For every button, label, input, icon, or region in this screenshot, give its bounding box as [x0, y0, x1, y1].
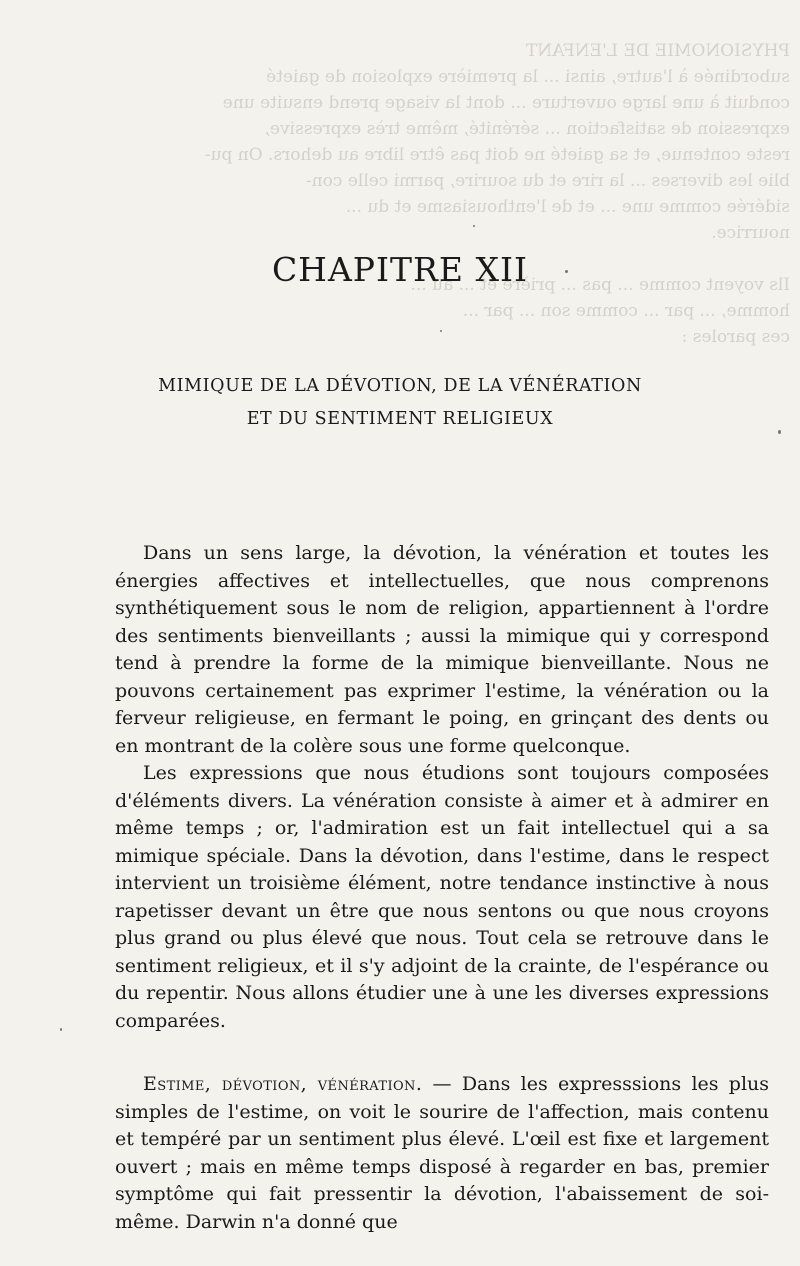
section-title-line-2: ET DU SENTIMENT RELIGIEUX [246, 409, 554, 429]
paragraph-3-heading: Estime, dévotion, vénération. [143, 1073, 423, 1095]
paragraph-1: Dans un sens large, la dévotion, la vénération et toutes les énergies affectives et intellectuelles, que nous comprenons synthétiquement sous le nom de religion, appartiennent à l'ordre des sentiments bienveillants ; aussi la mimique qui y correspond tend à prendre la forme de la mimique bienveillante. Nous ne pouvons certainement pas exprimer l'estime, la vénération ou la ferveur religieuse, en fermant le poing, en grinçant des dents ou en montrant de la colère sous une forme quelconque. [115, 542, 769, 757]
bleed-through-text [100, 38, 790, 350]
bleed-line: sidérée comme une ... et de l'enthousiasme et du ... [345, 197, 790, 217]
bleed-line: conduit à une large ouverture ... dont la visage prend ensuite une [222, 93, 790, 113]
section-title-line-1: MIMIQUE DE LA DÉVOTION, DE LA VÉNÉRATION [158, 376, 642, 396]
paragraph-3-dash: — [422, 1073, 462, 1095]
ink-speck [565, 270, 568, 273]
paragraph-2: Les expressions que nous étudions sont toujours composées d'éléments divers. La vénération consiste à aimer et à admirer en même temps ; or, l'admiration est un fait intellectuel qui a sa mimique spéciale. Dans la dévotion, dans l'estime, dans le respect intervient un troisième élément, notre tendance instinctive à nous rapetisser devant un être que nous sentons ou que nous croyons plus grand ou plus élevé que nous. Tout cela se retrouve dans le sentiment religieux, et il s'y adjoint de la crainte, de l'espérance ou du repentir. Nous allons étudier une à une les diverses expressions comparées. [115, 762, 769, 1032]
paragraph-3 [115, 1071, 769, 1236]
chapter-title: CHAPITRE XII [271, 250, 529, 289]
ink-speck [778, 430, 781, 434]
section-title [0, 370, 800, 436]
bleed-line: subordinée à l'autre, ainsi ... la première explosion de gaieté [266, 67, 790, 87]
bleed-line: reste contenue, et sa gaieté ne doit pas être libre au dehors. On pu- [204, 145, 790, 165]
bleed-line: nourrice. [711, 223, 790, 243]
ink-speck [473, 225, 475, 227]
body-text [115, 540, 769, 1236]
paragraph-3-body: Dans les expresssions les plus simples de l'estime, on voit le sourire de l'affection, mais contenu et tempéré par un sentiment plus élevé. L'œil est fixe et largement ouvert ; mais en même temps disposé à regarder en bas, premier symptôme qui fait pressentir la dévotion, l'abaissement de soi-même. Darwin n'a donné que [115, 1073, 770, 1233]
bleed-line: Ils voyent comme ... pas ... prière et ... au ... [410, 275, 790, 295]
bleed-line: PHYSIONOMIE DE L'ENFANT [525, 41, 790, 61]
ink-speck [60, 1028, 62, 1031]
bleed-line: expression de satisfaction ... sérénité, même très expressive, [264, 119, 790, 139]
bleed-line: blie les diverses ... la rire et du sourire, parmi celle con- [305, 171, 790, 191]
bleed-line: ces paroles : [681, 327, 790, 347]
bleed-line: homme, ... par ... comme son ... par ... [462, 301, 790, 321]
ink-speck [440, 330, 442, 332]
